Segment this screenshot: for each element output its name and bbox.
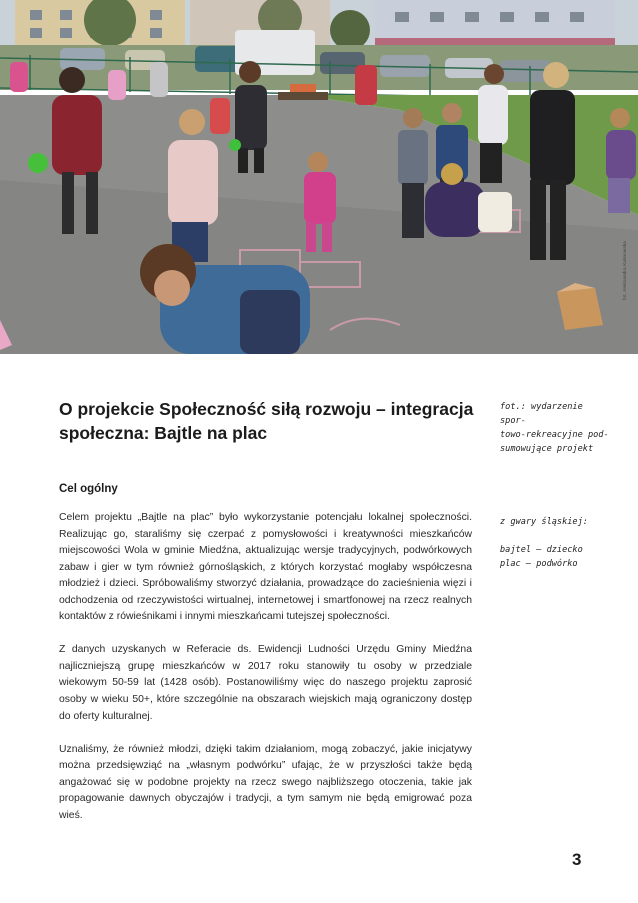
section-heading: Cel ogólny	[59, 483, 118, 495]
caption-line: sumowujące projekt	[500, 444, 594, 454]
event-photo	[0, 0, 638, 354]
paragraph: Celem projektu „Bajtle na plac” było wykorzystanie potencjału lokalnej społeczności. Realizując go, staraliśmy się czerpać z pomysłowości i kreatywności mieszkańców miejscowości Wola w gminie Miedźna, aktualizując wersje tradycyjnych, podwórkowych zabaw i gier w tym również górnośląskich, z których korzystać mogłaby współczesna młodzież i dzieci. Spróbowaliśmy stworzyć działania, prowadzące do zacieśnienia więzi i odchodzenia od rzeczywistości wirtualnej, internetowej i smartfonowej na rzecz realnych kontaktów z rówieśnikami i innymi mieszkańcami tutejszej społeczności.	[59, 512, 472, 623]
paragraph: Uznaliśmy, że również młodzi, dzięki takim działaniom, mogą zobaczyć, jakie inicjatywy można przedsięwziąć na „własnym podwórku” ufając, że w przyszłości także będą angażować się w podobne projekty na rzecz swego najbliższego otoczenia, takie jak propagowanie dawnych obyczajów i tradycji, a tym samym nie będą emigrować poza wieś.	[59, 743, 472, 821]
paragraph: Z danych uzyskanych w Referacie ds. Ewidencji Ludności Urzędu Gminy Miedźna najliczniejszą grupę mieszkańców w 2017 roku stanowiły tu osoby w przedziale wiekowym 50-59 lat (1428 osób). Postanowiliśmy więc do naszego projektu zaprosić osoby w wieku 50+, które szczególnie na obszarach wiejskich mają ograniczony dostęp do oferty kulturalnej.	[59, 644, 472, 722]
glossary-entry: plac – podwórko	[500, 559, 578, 569]
glossary-heading: z gwary śląskiej:	[500, 517, 588, 527]
caption-line: towo-rekreacyjne pod-	[500, 430, 609, 440]
body-text	[59, 510, 472, 841]
dialect-glossary	[500, 515, 612, 571]
page-title: O projekcie Społeczność siłą rozwoju – integracja społeczna: Bajtle na plac	[59, 399, 474, 443]
photo-caption	[500, 400, 612, 456]
glossary-entry: bajtel – dziecko	[500, 545, 583, 555]
caption-line: fot.: wydarzenie spor-	[500, 402, 583, 426]
page-number: 3	[572, 850, 582, 869]
event-photo-illustration	[0, 0, 638, 354]
photo-credit: fot. Aleksandra Kalinowska	[622, 241, 627, 300]
